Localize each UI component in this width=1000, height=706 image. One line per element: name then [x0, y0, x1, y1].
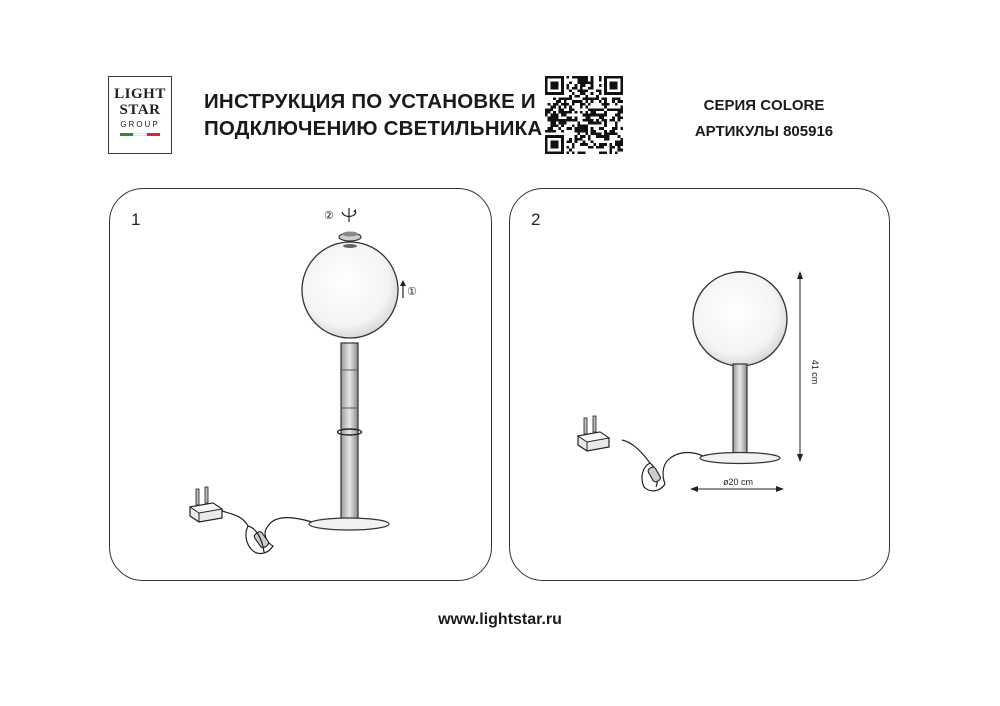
- article-label: АРТИКУЛЫ 805916: [694, 123, 834, 140]
- lamp-base: [700, 453, 780, 464]
- lamp-pole: [733, 364, 747, 457]
- logo-line-light: LIGHT: [114, 86, 166, 102]
- website-link[interactable]: www.lightstar.ru: [438, 611, 562, 628]
- step-2-lamp-assembled: [578, 271, 820, 492]
- svg-text:①: ①: [407, 286, 417, 298]
- glass-globe: [693, 272, 787, 366]
- diameter-dimension: [690, 477, 784, 492]
- lamp-base: [309, 518, 389, 530]
- title-line-2: ПОДКЛЮЧЕНИЮ СВЕТИЛЬНИКА: [204, 117, 543, 140]
- svg-text:41 cm: 41 cm: [810, 359, 820, 385]
- step-2-number: 2: [531, 210, 541, 229]
- title-line-1: ИНСТРУКЦИЯ ПО УСТАНОВКЕ И: [204, 90, 536, 113]
- logo-line-star: STAR: [119, 102, 161, 118]
- arrow-up-icon: [400, 280, 417, 298]
- plug-icon: [578, 416, 609, 451]
- height-dimension: [797, 271, 820, 462]
- svg-text:②: ②: [324, 210, 334, 222]
- svg-text:ø20 cm: ø20 cm: [722, 477, 754, 487]
- plug-icon: [190, 487, 222, 522]
- series-label: СЕРИЯ COLORE: [703, 97, 825, 114]
- step-1-number: 1: [131, 210, 141, 229]
- logo-line-group: GROUP: [120, 120, 160, 129]
- rotate-icon: [324, 208, 356, 222]
- glass-globe: [302, 242, 398, 338]
- switch-icon: [647, 466, 661, 483]
- step-1-lamp-exploded: [190, 208, 417, 553]
